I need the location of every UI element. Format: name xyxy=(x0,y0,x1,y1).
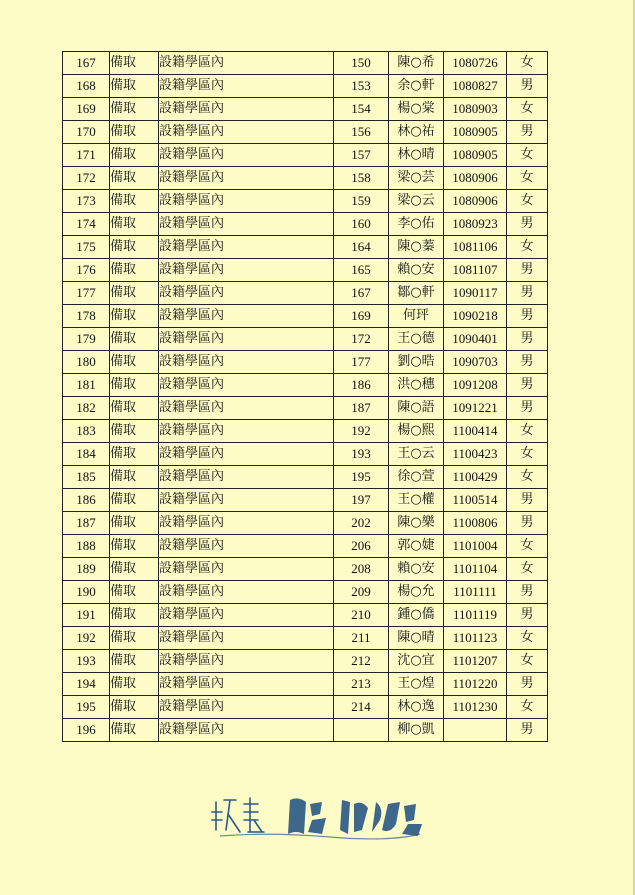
lottery-number-cell: 156 xyxy=(334,121,389,144)
row-number-cell: 184 xyxy=(63,443,110,466)
admission-reason-cell: 設籍學區內 xyxy=(159,52,334,75)
admission-type-cell: 備取 xyxy=(110,282,159,305)
table-row xyxy=(63,121,548,144)
gender-cell: 女 xyxy=(507,535,548,558)
gender-cell: 女 xyxy=(507,144,548,167)
student-name-cell: 鍾○僑 xyxy=(389,604,444,627)
birth-date-cell: 1081107 xyxy=(444,259,507,282)
lottery-number-cell: 202 xyxy=(334,512,389,535)
admission-reason-cell: 設籍學區內 xyxy=(159,167,334,190)
admission-type-cell: 備取 xyxy=(110,236,159,259)
admission-reason-cell: 設籍學區內 xyxy=(159,397,334,420)
student-name-cell: 陳○晴 xyxy=(389,627,444,650)
student-name-cell: 沈○宜 xyxy=(389,650,444,673)
table-row xyxy=(63,673,548,696)
student-name-cell: 王○權 xyxy=(389,489,444,512)
birth-date-cell: 1080906 xyxy=(444,167,507,190)
birth-date-cell: 1090703 xyxy=(444,351,507,374)
table-row xyxy=(63,719,548,742)
table-row xyxy=(63,213,548,236)
lottery-number-cell: 186 xyxy=(334,374,389,397)
admission-reason-cell: 設籍學區內 xyxy=(159,696,334,719)
birth-date-cell: 1101123 xyxy=(444,627,507,650)
student-name-cell: 賴○安 xyxy=(389,259,444,282)
admission-reason-cell: 設籍學區內 xyxy=(159,190,334,213)
birth-date-cell: 1080905 xyxy=(444,144,507,167)
gender-cell: 女 xyxy=(507,627,548,650)
admission-type-cell: 備取 xyxy=(110,627,159,650)
birth-date-cell: 1081106 xyxy=(444,236,507,259)
table-row xyxy=(63,98,548,121)
table-row xyxy=(63,144,548,167)
birth-date-cell: 1080906 xyxy=(444,190,507,213)
waitlist-table-body xyxy=(63,52,548,742)
table-row xyxy=(63,650,548,673)
birth-date-cell: 1101220 xyxy=(444,673,507,696)
lottery-number-cell: 206 xyxy=(334,535,389,558)
row-number-cell: 192 xyxy=(63,627,110,650)
row-number-cell: 178 xyxy=(63,305,110,328)
table-row xyxy=(63,581,548,604)
admission-type-cell: 備取 xyxy=(110,719,159,742)
admission-type-cell: 備取 xyxy=(110,259,159,282)
row-number-cell: 183 xyxy=(63,420,110,443)
student-name-cell: 劉○晧 xyxy=(389,351,444,374)
row-number-cell: 189 xyxy=(63,558,110,581)
admission-type-cell: 備取 xyxy=(110,581,159,604)
admission-type-cell: 備取 xyxy=(110,190,159,213)
lottery-number-cell: 177 xyxy=(334,351,389,374)
row-number-cell: 195 xyxy=(63,696,110,719)
student-name-cell: 林○祐 xyxy=(389,121,444,144)
table-row xyxy=(63,305,548,328)
admission-reason-cell: 設籍學區內 xyxy=(159,121,334,144)
admission-type-cell: 備取 xyxy=(110,650,159,673)
admission-type-cell: 備取 xyxy=(110,443,159,466)
gender-cell: 女 xyxy=(507,466,548,489)
table-row xyxy=(63,190,548,213)
birth-date-cell: 1100806 xyxy=(444,512,507,535)
birth-date-cell: 1090401 xyxy=(444,328,507,351)
gender-cell: 女 xyxy=(507,236,548,259)
admission-reason-cell: 設籍學區內 xyxy=(159,443,334,466)
lottery-number-cell: 214 xyxy=(334,696,389,719)
admission-reason-cell: 設籍學區內 xyxy=(159,420,334,443)
gender-cell: 男 xyxy=(507,305,548,328)
gender-cell: 男 xyxy=(507,512,548,535)
lottery-number-cell: 192 xyxy=(334,420,389,443)
admission-type-cell: 備取 xyxy=(110,420,159,443)
admission-type-cell: 備取 xyxy=(110,75,159,98)
student-name-cell: 楊○棠 xyxy=(389,98,444,121)
admission-type-cell: 備取 xyxy=(110,144,159,167)
lottery-number-cell: 160 xyxy=(334,213,389,236)
lottery-number-cell: 195 xyxy=(334,466,389,489)
admission-reason-cell: 設籍學區內 xyxy=(159,144,334,167)
gender-cell: 男 xyxy=(507,75,548,98)
row-number-cell: 179 xyxy=(63,328,110,351)
lottery-number-cell: 209 xyxy=(334,581,389,604)
admission-reason-cell: 設籍學區內 xyxy=(159,535,334,558)
table-row xyxy=(63,443,548,466)
admission-reason-cell: 設籍學區內 xyxy=(159,75,334,98)
birth-date-cell: 1100423 xyxy=(444,443,507,466)
gender-cell: 女 xyxy=(507,558,548,581)
gender-cell: 男 xyxy=(507,581,548,604)
gender-cell: 女 xyxy=(507,420,548,443)
student-name-cell: 洪○穗 xyxy=(389,374,444,397)
table-row xyxy=(63,236,548,259)
gender-cell: 男 xyxy=(507,673,548,696)
admission-reason-cell: 設籍學區內 xyxy=(159,719,334,742)
admission-type-cell: 備取 xyxy=(110,604,159,627)
table-row xyxy=(63,397,548,420)
admission-type-cell: 備取 xyxy=(110,558,159,581)
student-name-cell: 楊○熙 xyxy=(389,420,444,443)
lottery-number-cell: 153 xyxy=(334,75,389,98)
table-row xyxy=(63,75,548,98)
student-name-cell: 林○晴 xyxy=(389,144,444,167)
lottery-number-cell: 154 xyxy=(334,98,389,121)
admission-type-cell: 備取 xyxy=(110,673,159,696)
row-number-cell: 186 xyxy=(63,489,110,512)
admission-reason-cell: 設籍學區內 xyxy=(159,305,334,328)
stamp-graphic xyxy=(210,790,424,842)
lottery-number-cell: 210 xyxy=(334,604,389,627)
student-name-cell: 余○軒 xyxy=(389,75,444,98)
student-name-cell: 陳○樂 xyxy=(389,512,444,535)
gender-cell: 女 xyxy=(507,696,548,719)
admission-reason-cell: 設籍學區內 xyxy=(159,581,334,604)
row-number-cell: 180 xyxy=(63,351,110,374)
row-number-cell: 168 xyxy=(63,75,110,98)
admission-reason-cell: 設籍學區內 xyxy=(159,466,334,489)
row-number-cell: 182 xyxy=(63,397,110,420)
table-row xyxy=(63,489,548,512)
admission-type-cell: 備取 xyxy=(110,535,159,558)
birth-date-cell: 1080923 xyxy=(444,213,507,236)
admission-reason-cell: 設籍學區內 xyxy=(159,98,334,121)
admission-reason-cell: 設籍學區內 xyxy=(159,673,334,696)
lottery-number-cell: 167 xyxy=(334,282,389,305)
birth-date-cell: 1100514 xyxy=(444,489,507,512)
admission-reason-cell: 設籍學區內 xyxy=(159,604,334,627)
row-number-cell: 185 xyxy=(63,466,110,489)
row-number-cell: 169 xyxy=(63,98,110,121)
admission-reason-cell: 設籍學區內 xyxy=(159,374,334,397)
admission-reason-cell: 設籍學區內 xyxy=(159,259,334,282)
lottery-number-cell xyxy=(334,719,389,742)
row-number-cell: 173 xyxy=(63,190,110,213)
lottery-number-cell: 164 xyxy=(334,236,389,259)
lottery-number-cell: 169 xyxy=(334,305,389,328)
gender-cell: 男 xyxy=(507,351,548,374)
admission-type-cell: 備取 xyxy=(110,374,159,397)
admission-type-cell: 備取 xyxy=(110,167,159,190)
admission-reason-cell: 設籍學區內 xyxy=(159,650,334,673)
gender-cell: 女 xyxy=(507,190,548,213)
lottery-number-cell: 172 xyxy=(334,328,389,351)
birth-date-cell: 1100414 xyxy=(444,420,507,443)
birth-date-cell: 1101111 xyxy=(444,581,507,604)
gender-cell: 女 xyxy=(507,52,548,75)
lottery-number-cell: 158 xyxy=(334,167,389,190)
row-number-cell: 174 xyxy=(63,213,110,236)
table-row xyxy=(63,604,548,627)
table-row xyxy=(63,52,548,75)
birth-date-cell: 1101004 xyxy=(444,535,507,558)
gender-cell: 女 xyxy=(507,443,548,466)
row-number-cell: 175 xyxy=(63,236,110,259)
student-name-cell: 林○逸 xyxy=(389,696,444,719)
student-name-cell: 柳○凱 xyxy=(389,719,444,742)
table-row xyxy=(63,167,548,190)
gender-cell: 男 xyxy=(507,282,548,305)
row-number-cell: 191 xyxy=(63,604,110,627)
admission-reason-cell: 設籍學區內 xyxy=(159,328,334,351)
student-name-cell: 陳○語 xyxy=(389,397,444,420)
student-name-cell: 王○煌 xyxy=(389,673,444,696)
admission-type-cell: 備取 xyxy=(110,466,159,489)
admission-type-cell: 備取 xyxy=(110,328,159,351)
row-number-cell: 170 xyxy=(63,121,110,144)
waitlist-table xyxy=(62,51,548,742)
birth-date-cell: 1080905 xyxy=(444,121,507,144)
birth-date-cell: 1101104 xyxy=(444,558,507,581)
table-row xyxy=(63,282,548,305)
birth-date-cell: 1090117 xyxy=(444,282,507,305)
table-row xyxy=(63,696,548,719)
admission-type-cell: 備取 xyxy=(110,213,159,236)
birth-date-cell: 1101119 xyxy=(444,604,507,627)
lottery-number-cell: 159 xyxy=(334,190,389,213)
lottery-number-cell: 208 xyxy=(334,558,389,581)
row-number-cell: 190 xyxy=(63,581,110,604)
lottery-number-cell: 212 xyxy=(334,650,389,673)
row-number-cell: 172 xyxy=(63,167,110,190)
row-number-cell: 196 xyxy=(63,719,110,742)
admission-reason-cell: 設籍學區內 xyxy=(159,236,334,259)
student-name-cell: 郭○婕 xyxy=(389,535,444,558)
birth-date-cell: 1080726 xyxy=(444,52,507,75)
birth-date-cell: 1101207 xyxy=(444,650,507,673)
lottery-number-cell: 197 xyxy=(334,489,389,512)
birth-date-cell xyxy=(444,719,507,742)
row-number-cell: 177 xyxy=(63,282,110,305)
gender-cell: 男 xyxy=(507,604,548,627)
birth-date-cell: 1080903 xyxy=(444,98,507,121)
student-name-cell: 鄒○軒 xyxy=(389,282,444,305)
table-row xyxy=(63,351,548,374)
row-number-cell: 193 xyxy=(63,650,110,673)
table-row xyxy=(63,535,548,558)
student-name-cell: 梁○芸 xyxy=(389,167,444,190)
table-row xyxy=(63,374,548,397)
student-name-cell: 梁○云 xyxy=(389,190,444,213)
gender-cell: 男 xyxy=(507,259,548,282)
student-name-cell: 王○云 xyxy=(389,443,444,466)
lottery-number-cell: 193 xyxy=(334,443,389,466)
student-name-cell: 王○德 xyxy=(389,328,444,351)
student-name-cell: 陳○蓁 xyxy=(389,236,444,259)
gender-cell: 男 xyxy=(507,489,548,512)
row-number-cell: 181 xyxy=(63,374,110,397)
admission-type-cell: 備取 xyxy=(110,52,159,75)
lottery-number-cell: 211 xyxy=(334,627,389,650)
birth-date-cell: 1100429 xyxy=(444,466,507,489)
birth-date-cell: 1080827 xyxy=(444,75,507,98)
table-row xyxy=(63,558,548,581)
admission-reason-cell: 設籍學區內 xyxy=(159,512,334,535)
admission-reason-cell: 設籍學區內 xyxy=(159,213,334,236)
birth-date-cell: 1091221 xyxy=(444,397,507,420)
birth-date-cell: 1090218 xyxy=(444,305,507,328)
gender-cell: 女 xyxy=(507,98,548,121)
gender-cell: 男 xyxy=(507,213,548,236)
table-row xyxy=(63,259,548,282)
table-row xyxy=(63,328,548,351)
birth-date-cell: 1101230 xyxy=(444,696,507,719)
gender-cell: 男 xyxy=(507,121,548,144)
admission-type-cell: 備取 xyxy=(110,512,159,535)
lottery-number-cell: 157 xyxy=(334,144,389,167)
gender-cell: 男 xyxy=(507,397,548,420)
gender-cell: 女 xyxy=(507,650,548,673)
row-number-cell: 176 xyxy=(63,259,110,282)
admission-type-cell: 備取 xyxy=(110,489,159,512)
admission-type-cell: 備取 xyxy=(110,397,159,420)
student-name-cell: 徐○萱 xyxy=(389,466,444,489)
gender-cell: 男 xyxy=(507,374,548,397)
admission-type-cell: 備取 xyxy=(110,121,159,144)
gender-cell: 男 xyxy=(507,719,548,742)
row-number-cell: 167 xyxy=(63,52,110,75)
gender-cell: 女 xyxy=(507,167,548,190)
birth-date-cell: 1091208 xyxy=(444,374,507,397)
lottery-number-cell: 213 xyxy=(334,673,389,696)
student-name-cell: 陳○希 xyxy=(389,52,444,75)
table-row xyxy=(63,512,548,535)
admission-reason-cell: 設籍學區內 xyxy=(159,627,334,650)
admission-reason-cell: 設籍學區內 xyxy=(159,282,334,305)
lottery-number-cell: 150 xyxy=(334,52,389,75)
admission-type-cell: 備取 xyxy=(110,351,159,374)
lottery-number-cell: 165 xyxy=(334,259,389,282)
principal-signature-stamp xyxy=(210,790,424,842)
row-number-cell: 188 xyxy=(63,535,110,558)
lottery-number-cell: 187 xyxy=(334,397,389,420)
table-row xyxy=(63,420,548,443)
admission-type-cell: 備取 xyxy=(110,305,159,328)
row-number-cell: 187 xyxy=(63,512,110,535)
admission-type-cell: 備取 xyxy=(110,98,159,121)
student-name-cell: 何玶 xyxy=(389,305,444,328)
student-name-cell: 李○佑 xyxy=(389,213,444,236)
admission-reason-cell: 設籍學區內 xyxy=(159,558,334,581)
row-number-cell: 194 xyxy=(63,673,110,696)
admission-reason-cell: 設籍學區內 xyxy=(159,489,334,512)
student-name-cell: 楊○允 xyxy=(389,581,444,604)
gender-cell: 男 xyxy=(507,328,548,351)
table-row xyxy=(63,466,548,489)
student-name-cell: 賴○安 xyxy=(389,558,444,581)
table-row xyxy=(63,627,548,650)
admission-reason-cell: 設籍學區內 xyxy=(159,351,334,374)
row-number-cell: 171 xyxy=(63,144,110,167)
admission-type-cell: 備取 xyxy=(110,696,159,719)
